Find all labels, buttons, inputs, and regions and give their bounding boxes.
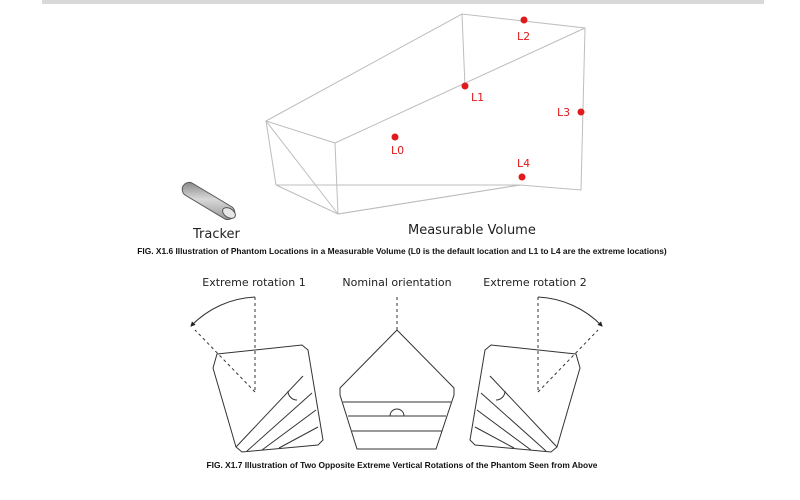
phantom-nominal-orientation bbox=[340, 297, 454, 449]
phantom-extreme-rotation-1 bbox=[191, 297, 323, 452]
phantom-extreme-rotation-2 bbox=[470, 297, 602, 452]
location-marker-l3 bbox=[578, 109, 585, 116]
location-marker-l2 bbox=[521, 17, 528, 24]
location-marker-l4 bbox=[519, 174, 526, 181]
location-marker-l0 bbox=[392, 134, 399, 141]
tracker-label: Tracker bbox=[193, 227, 240, 242]
location-label-l4: L4 bbox=[517, 157, 531, 170]
location-label-l1: L1 bbox=[471, 91, 485, 104]
panel-label-nominal-orientation: Nominal orientation bbox=[342, 276, 452, 289]
location-label-l0: L0 bbox=[391, 144, 405, 157]
measurable-volume-wireframe bbox=[266, 14, 585, 214]
location-label-l3: L3 bbox=[557, 106, 571, 119]
panel-label-extreme-rotation-1: Extreme rotation 1 bbox=[202, 276, 306, 289]
location-label-l2: L2 bbox=[517, 30, 531, 43]
panel-label-extreme-rotation-2: Extreme rotation 2 bbox=[483, 276, 587, 289]
figure-x1-6-caption: FIG. X1.6 Illustration of Phantom Locations in a Measurable Volume (L0 is the default location and L1 to L4 are the extreme locations) bbox=[137, 246, 667, 256]
figure-x1-7-caption: FIG. X1.7 Illustration of Two Opposite Extreme Vertical Rotations of the Phantom Seen from Above bbox=[206, 460, 598, 470]
measurable-volume-label: Measurable Volume bbox=[408, 223, 536, 238]
location-marker-l1 bbox=[462, 83, 469, 90]
tracker-device bbox=[182, 182, 237, 220]
